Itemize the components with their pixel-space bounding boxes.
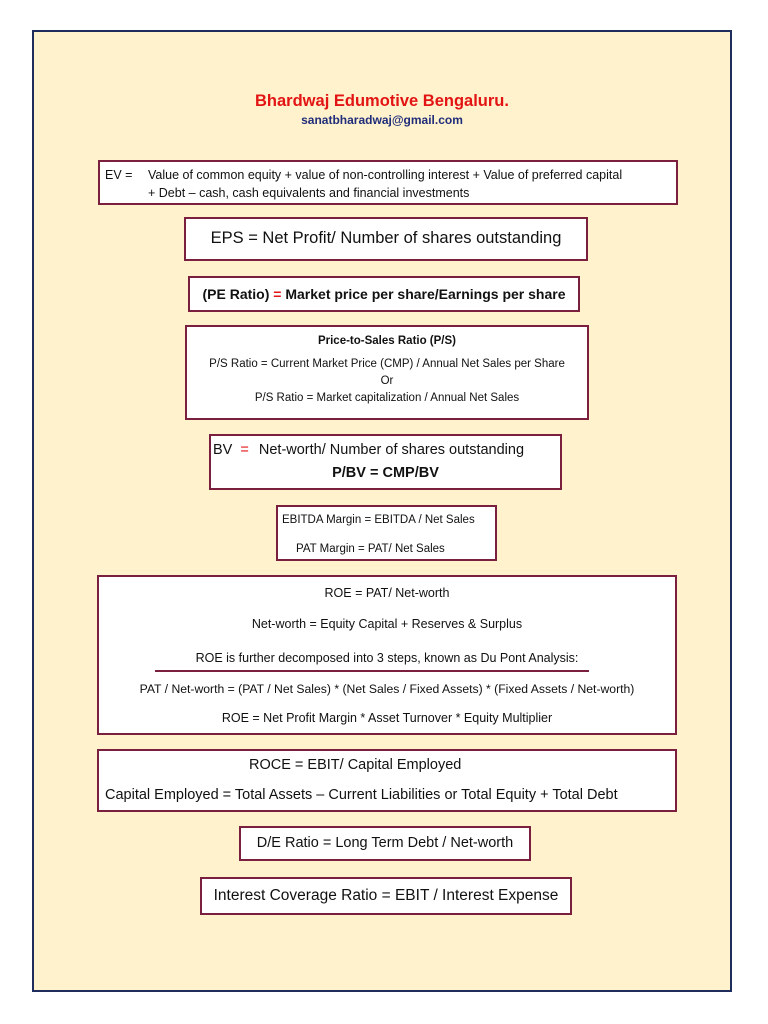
bv-formula: Net-worth/ Number of shares outstanding [258, 442, 525, 458]
eps-box [184, 217, 588, 261]
pe-equals: = [269, 286, 286, 302]
margins-box [276, 505, 497, 561]
pbv-formula: P/BV = CMP/BV [332, 465, 439, 481]
net-worth-formula: Net-worth = Equity Capital + Reserves & Surplus [251, 617, 523, 631]
roe-box [97, 575, 677, 735]
dupont-heading: ROE is further decomposed into 3 steps, known as Du Pont Analysis: [195, 651, 579, 665]
capital-employed-formula: Capital Employed = Total Assets – Current Liabilities or Total Equity + Total Debt [105, 787, 618, 803]
bv-label: BV [213, 442, 233, 458]
document-title: Bhardwaj Edumotive Bengaluru. [255, 92, 509, 110]
price-to-sales-box [185, 325, 589, 420]
bv-equals: = [240, 442, 249, 458]
ev-label: EV = [105, 168, 133, 182]
ps-title: Price-to-Sales Ratio (P/S) [317, 335, 457, 347]
pat-margin: PAT Margin = PAT/ Net Sales [296, 543, 445, 555]
pe-ratio-box [188, 276, 580, 312]
author-email: sanatbharadwaj@gmail.com [301, 113, 463, 127]
ev-line-2: + Debt – cash, cash equivalents and financial investments [148, 186, 470, 200]
ps-or: Or [380, 375, 394, 387]
de-formula: D/E Ratio = Long Term Debt / Net-worth [256, 835, 514, 851]
ebitda-margin: EBITDA Margin = EBITDA / Net Sales [282, 514, 475, 526]
ps-line-1: P/S Ratio = Current Market Price (CMP) / Annual Net Sales per Share [209, 358, 565, 370]
roe-decomposition: ROE = Net Profit Margin * Asset Turnover * Equity Multiplier [221, 711, 553, 725]
interest-coverage-box [200, 877, 572, 915]
roe-formula: ROE = PAT/ Net-worth [324, 586, 450, 600]
pe-formula: Market price per share/Earnings per share [285, 286, 566, 302]
roce-formula: ROCE = EBIT/ Capital Employed [249, 757, 462, 773]
ev-box [98, 160, 678, 205]
bv-line [213, 442, 524, 458]
debt-equity-box [239, 826, 531, 861]
dupont-expansion: PAT / Net-worth = (PAT / Net Sales) * (Net Sales / Fixed Assets) * (Fixed Assets / Net-worth) [139, 682, 635, 696]
document-page [32, 30, 732, 992]
dupont-underline [155, 670, 589, 672]
ps-line-2: P/S Ratio = Market capitalization / Annual Net Sales [254, 392, 520, 404]
eps-formula: EPS = Net Profit/ Number of shares outstanding [210, 229, 562, 247]
icr-formula: Interest Coverage Ratio = EBIT / Interest Expense [213, 887, 559, 904]
pe-label: (PE Ratio) [202, 286, 270, 302]
roce-box [97, 749, 677, 812]
book-value-box [209, 434, 562, 490]
ev-line-1: Value of common equity + value of non-controlling interest + Value of preferred capital [148, 168, 623, 182]
